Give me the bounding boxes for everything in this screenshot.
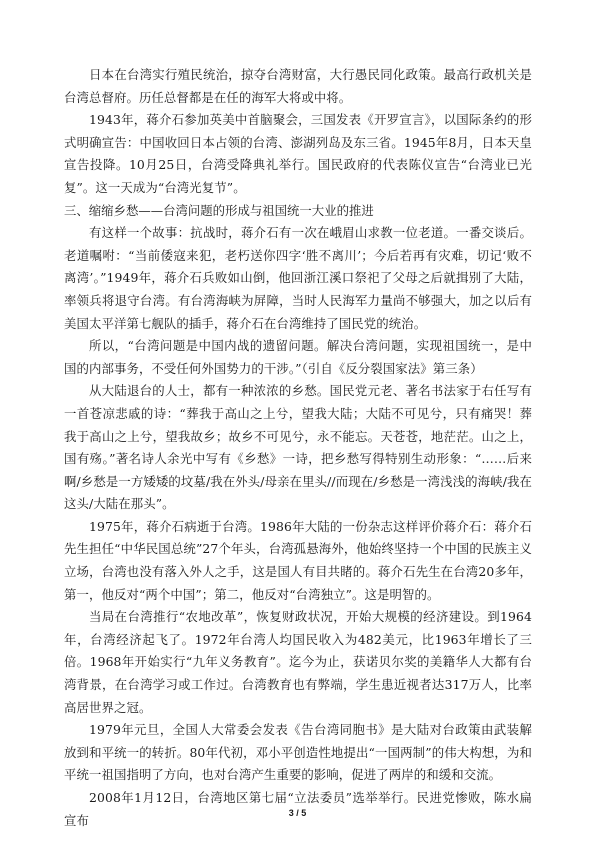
paragraph-economy: 当局在台湾推行“农地改革”，恢复财政状况，开始大规模的经济建设。到1964年，台湾经济起飞了。1972年台湾人均国民收入为482美元，比1963年增长了三倍。1968年开始实行“九年义务教育”。迄今为止，获诺贝尔奖的美籍华人大都有台湾背景，在台湾学习或工作过。台湾教育也有弊端，学生患近视者达317万人，比率高居世界之冠。	[64, 609, 532, 715]
paragraph-nostalgia: 从大陆退台的人士，都有一种浓浓的乡愁。国民党元老、著名书法家于右任写有一首苍凉悲戚的诗：“葬我于高山之上兮，望我大陆；大陆不可见兮，只有痛哭！葬我于高山之上兮，望我故乡；故乡不可见兮，永不能忘。天苍苍，地茫茫。山之上，国有殇。”著名诗人余光中写有《乡愁》一诗，把乡愁写得特别生动形象：“……后来啊/乡愁是一方矮矮的坟墓/我在外头/母亲在里头//而现在/乡愁是一湾浅浅的海峡/我在这头/大陆在那头”。	[64, 383, 532, 512]
document-body	[64, 64, 532, 832]
page-number: 3 / 5	[288, 808, 307, 818]
paragraph-cairo-declaration: 1943年，蒋介石参加英美中首脑聚会，三国发表《开罗宣言》，以国际条约的形式明确宣告：中国收回日本占领的台湾、澎湖列岛及东三省。1945年8月，日本天皇宣告投降。10月25日，台湾受降典礼举行。国民政府的代表陈仪宣告“台湾业已光复”。这一天成为“台湾光复节”。	[64, 112, 532, 195]
paragraph-colonial-rule: 日本在台湾实行殖民统治，掠夺台湾财富，大行愚民同化政策。最高行政机关是台湾总督府。历任总督都是在任的海军大将或中将。	[64, 67, 532, 105]
section-heading: 三、缩缩乡愁——台湾问题的形成与祖国统一大业的推进	[64, 202, 374, 218]
paragraph-2008: 2008年1月12日，台湾地区第七届“立法委员”选举举行。民进党惨败，陈水扁宣布	[64, 790, 532, 828]
paragraph-story: 有这样一个故事：抗战时，蒋介石有一次在峨眉山求教一位老道。一番交谈后。老道嘱咐：“当前倭寇来犯，老朽送你四字‘胜不离川’；今后若再有灾难，切记‘败不离湾’。”1949年，蒋介石兵败如山倒，他回浙江溪口祭祀了父母之后就揖别了大陆，率领兵将退守台湾。有台湾海峡为屏障，当时人民海军力量尚不够强大，加之以后有美国太平洋第七舰队的插手，蒋介石在台湾维持了国民党的统治。	[64, 225, 532, 331]
paragraph-1979: 1979年元旦，全国人大常委会发表《告台湾同胞书》是大陆对台政策由武装解放到和平统一的转折。80年代初，邓小平创造性地提出“一国两制”的伟大构想，为和平统一祖国指明了方向，也对台湾产生重要的影响，促进了两岸的和缓和交流。	[64, 722, 532, 783]
paragraph-1975: 1975年，蒋介石病逝于台湾。1986年大陆的一份杂志这样评价蒋介石：蒋介石先生担任“中华民国总统”27个年头，台湾孤悬海外，他始终坚持一个中国的民族主义立场，台湾也没有落入外人之手，这是国人有目共睹的。蒋介石先生在台湾20多年，第一，他反对“两个中国”；第二，他反对“台湾独立”。这是明智的。	[64, 518, 532, 602]
paragraph-taiwan-issue: 所以，“台湾问题是中国内战的遗留问题。解决台湾问题，实现祖国统一，是中国的内部事务，不受任何外国势力的干涉。”（引自《反分裂国家法》第三条）	[64, 338, 532, 376]
